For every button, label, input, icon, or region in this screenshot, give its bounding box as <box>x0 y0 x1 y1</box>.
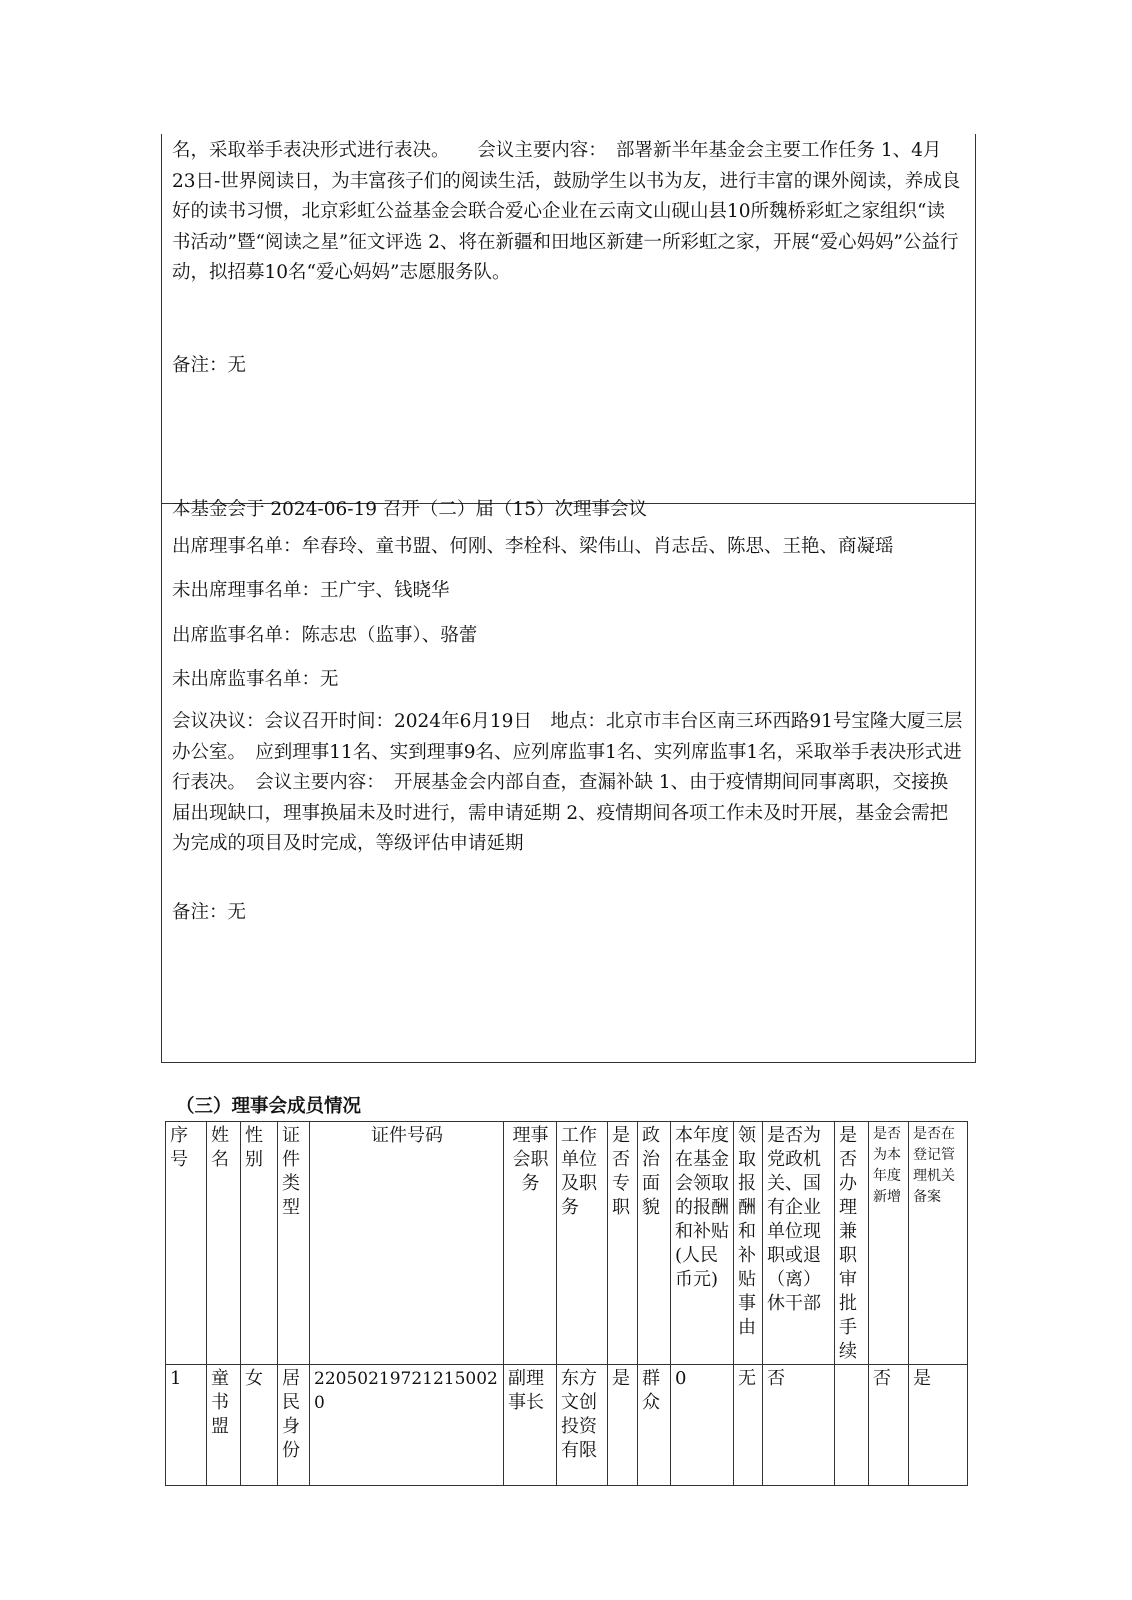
table-cell: 1 <box>166 1365 207 1486</box>
meeting-2-section <box>161 499 976 1063</box>
table-cell: 群众 <box>638 1365 671 1486</box>
attended-directors: 出席理事名单：牟春玲、童书盟、何刚、李栓科、梁伟山、肖志岳、陈思、王艳、商凝瑶 <box>172 536 894 557</box>
board-members-table <box>165 1121 968 1486</box>
header-cell: 是否专职 <box>608 1122 638 1365</box>
header-cell: 是否为本年度新增 <box>869 1122 909 1365</box>
header-cell: 本年度在基金会领取的报酬和补贴(人民币元) <box>671 1122 734 1365</box>
table-row <box>166 1365 968 1486</box>
header-cell: 姓名 <box>207 1122 241 1365</box>
table-cell: 0 <box>671 1365 734 1486</box>
table-cell: 是 <box>608 1365 638 1486</box>
header-cell: 是否在登记管理机关备案 <box>909 1122 968 1365</box>
header-cell: 性别 <box>241 1122 278 1365</box>
table-cell: 东方文创投资有限 <box>557 1365 608 1486</box>
header-cell: 理事会职务 <box>504 1122 557 1365</box>
table-cell: 童书盟 <box>207 1365 241 1486</box>
meeting-1-note: 备注：无 <box>172 355 247 376</box>
header-cell: 工作单位及职务 <box>557 1122 608 1365</box>
table-cell <box>835 1365 869 1486</box>
table-cell: 220502197212150020 <box>310 1365 504 1486</box>
table-cell: 无 <box>734 1365 763 1486</box>
table-cell: 否 <box>763 1365 835 1486</box>
section-title: （三）理事会成员情况 <box>176 1096 362 1117</box>
meeting-1-section <box>161 134 976 504</box>
header-cell: 证件类型 <box>278 1122 310 1365</box>
header-cell: 是否办理兼职审批手续 <box>835 1122 869 1365</box>
meeting-2-note: 备注：无 <box>172 902 247 923</box>
absent-directors: 未出席理事名单：王广宇、钱晓华 <box>172 580 450 601</box>
attended-supervisors: 出席监事名单：陈志忠（监事）、骆蕾 <box>172 625 478 646</box>
meeting-2-header: 本基金会于 2024-06-19 召开（二）届（15）次理事会议 <box>172 499 647 520</box>
table-cell: 是 <box>909 1365 968 1486</box>
header-cell: 证件号码 <box>310 1122 504 1365</box>
meeting-2-resolution: 会议决议：会议召开时间：2024年6月19日 地点：北京市丰台区南三环西路91号宝隆大厦三层办公室。 应到理事11名、实到理事9名、应列席监事1名、实列席监事1名，采取举手表决形式进行表决。 会议主要内容： 开展基金会内部自查，查漏补缺 1、由于疫情期间同事离职，交接换届出现缺口，理事换届未及时进行，需申请延期 2、疫情期间各项工作未及时开展，基金会需把为完成的项目及时完成，等级评估申请延期 <box>172 711 963 854</box>
table-cell: 副理事长 <box>504 1365 557 1486</box>
absent-supervisors: 未出席监事名单：无 <box>172 669 339 690</box>
header-cell: 政治面貌 <box>638 1122 671 1365</box>
table-cell: 居民身份 <box>278 1365 310 1486</box>
header-cell: 序号 <box>166 1122 207 1365</box>
header-cell: 是否为党政机关、国有企业单位现职或退（离）休干部 <box>763 1122 835 1365</box>
table-cell: 否 <box>869 1365 909 1486</box>
table-cell: 女 <box>241 1365 278 1486</box>
meeting-1-content: 名，采取举手表决形式进行表决。 会议主要内容： 部署新半年基金会主要工作任务 1、4月23日-世界阅读日，为丰富孩子们的阅读生活，鼓励学生以书为友，进行丰富的课外阅读，养成良好的读书习惯，北京彩虹公益基金会联合爱心企业在云南文山砚山县10所魏桥彩虹之家组织“读书活动”暨“阅读之星”征文评选 2、将在新疆和田地区新建一所彩虹之家，开展“爱心妈妈”公益行动，拟招募10名“爱心妈妈”志愿服务队。 <box>172 140 961 283</box>
header-cell: 领取报酬和补贴事由 <box>734 1122 763 1365</box>
table-header-row <box>166 1122 968 1365</box>
